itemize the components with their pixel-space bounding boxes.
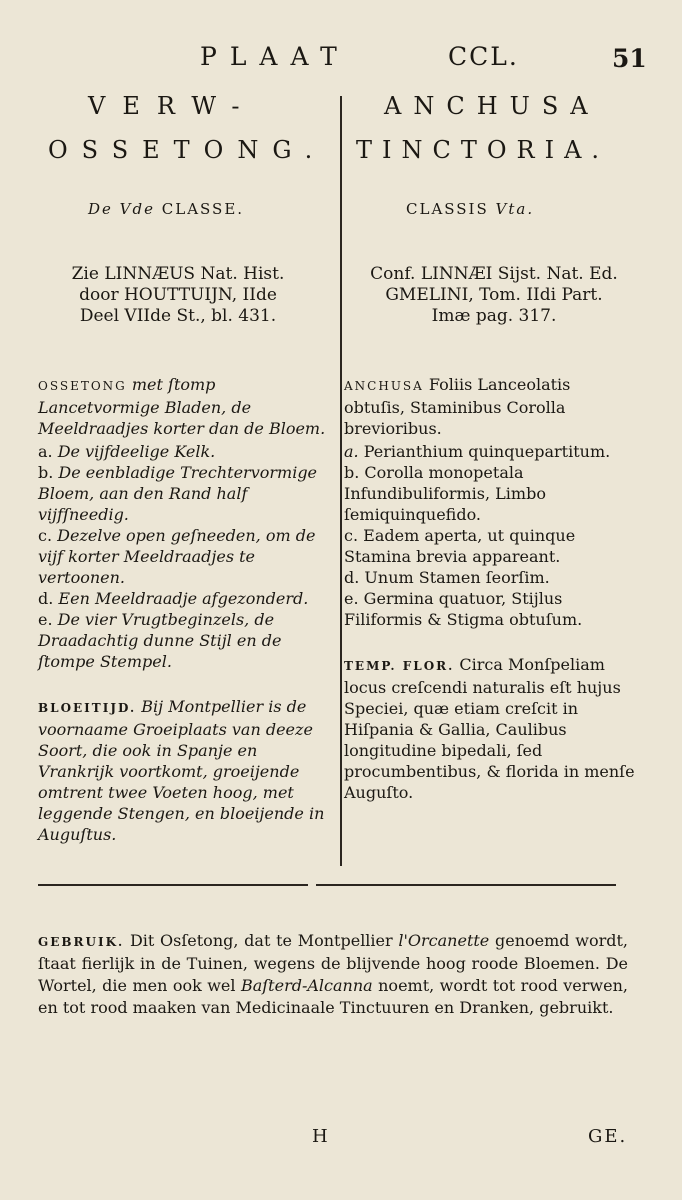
item-label: c. <box>38 526 53 545</box>
item-text: Corolla monopetala Infundibuliformis, Limbo ſemiquinquefido. <box>344 463 546 524</box>
latin-description <box>344 374 636 803</box>
item-label: e. <box>344 589 359 608</box>
latin-reference-line: GMELINI, Tom. IIdi Part. <box>385 285 603 305</box>
dutch-reference-line: Deel VIIde St., bl. 431. <box>79 306 277 326</box>
dutch-classe-word: CLASSE. <box>161 200 245 218</box>
catchword: GE. <box>588 1126 628 1147</box>
item-label: b. <box>38 463 54 482</box>
dutch-title-line2: OSSETONG. <box>48 136 327 164</box>
dutch-lead-text: met ſtomp Lancetvormige Bladen, de Meeldraadjes korter dan de Bloem. <box>38 375 326 438</box>
dutch-description <box>38 374 330 845</box>
plate-heading: PLAAT <box>200 42 350 71</box>
bloeitijd-text: Bij Montpellier is de voornaame Groeiplaats van deeze Soort, die ook in Spanje en Vrankrijk voortkomt, groeijende omtrent twee Voeten hoog, met leggende Stengen, en bloeijende in Auguſtus. <box>38 697 325 844</box>
dutch-lead-word: OSSETONG <box>38 379 127 393</box>
rule-left <box>38 884 308 886</box>
dutch-classe-prefix: De Vde <box>88 200 155 218</box>
item-text: De eenbladige Trechtervormige Bloem, aan den Rand half vijfſneedig. <box>38 463 318 524</box>
gebruik-text-2: genoemd wordt, ſtaat fierlijk in de Tuinen, wegens de blijvende hoog roode Bloemen. De Wortel, die men ook wel <box>38 931 629 995</box>
latin-title-line1: ANCHUSA <box>384 92 600 120</box>
column-divider <box>340 96 342 866</box>
latin-lead-text: Foliis Lanceolatis obtuſis, Staminibus Corolla brevioribus. <box>344 375 571 438</box>
latin-lead-word: ANCHUSA <box>344 379 424 393</box>
flor-text: Circa Monſpeliam locus creſcendi naturalis eſt hujus Speciei, quæ etiam creſcit in Hiſpania & Gallia, Caulibus longitudine bipedali, ſed procumbentibus, & florida in menſe Auguſto. <box>344 655 635 802</box>
gebruik-label: GEBRUIK. <box>38 935 125 949</box>
item-text: Dezelve open geſneeden, om de vijf korter Meeldraadjes te vertoonen. <box>38 526 316 587</box>
gebruik-orcanette: l'Orcanette <box>398 931 490 950</box>
latin-reference <box>344 264 644 327</box>
item-text: Eadem aperta, ut quinque Stamina brevia appareant. <box>344 526 576 566</box>
bloeitijd-label: BLOEITIJD. <box>38 701 137 715</box>
item-label: a. <box>38 442 53 461</box>
item-text: Een Meeldraadje afgezonderd. <box>58 589 309 608</box>
gebruik-paragraph <box>38 930 628 1019</box>
item-label: a. <box>344 442 359 461</box>
item-text: De vijfdeelige Kelk. <box>57 442 216 461</box>
latin-reference-line: Conf. LINNÆI Sijst. Nat. Ed. <box>370 264 618 284</box>
item-label: e. <box>38 610 53 629</box>
dutch-title-line1: VERW- <box>88 92 257 120</box>
item-label: d. <box>344 568 360 587</box>
plate-number: CCL. <box>448 42 519 71</box>
gebruik-text-1: Dit Osſetong, dat te Montpellier <box>129 931 393 950</box>
item-label: d. <box>38 589 54 608</box>
gebruik-alcanna: Baſterd-Alcanna <box>240 976 373 995</box>
gebruik-text-3: noemt, wordt tot rood verwen, en tot rood maaken van Medicinaale Tinctuuren en Dranken, gebruikt. <box>38 976 628 1017</box>
dutch-classe <box>88 200 244 218</box>
dutch-reference <box>28 264 328 327</box>
item-label: c. <box>344 526 359 545</box>
item-text: Germina quatuor, Stijlus Filiformis & Stigma obtuſum. <box>344 589 583 629</box>
dutch-reference-line: door HOUTTUIJN, IIde <box>79 285 277 305</box>
latin-title-line2: TINCTORIA. <box>356 136 610 164</box>
signature-mark: H <box>312 1126 328 1147</box>
latin-classis-word: CLASSIS <box>406 200 489 218</box>
item-label: b. <box>344 463 360 482</box>
latin-classis <box>406 200 534 218</box>
rule-right <box>316 884 616 886</box>
page-number: 51 <box>612 44 647 73</box>
latin-classis-suffix: Vta. <box>495 200 535 218</box>
item-text: Perianthium quinquepartitum. <box>363 442 611 461</box>
dutch-reference-line: Zie LINNÆUS Nat. Hist. <box>71 264 285 284</box>
item-text: Unum Stamen ſeorſim. <box>364 568 550 587</box>
flor-label: TEMP. FLOR. <box>344 659 455 673</box>
item-text: De vier Vrugtbeginzels, de Draadachtig dunne Stijl en de ſtompe Stempel. <box>38 610 282 671</box>
latin-reference-line: Imæ pag. 317. <box>431 306 557 326</box>
